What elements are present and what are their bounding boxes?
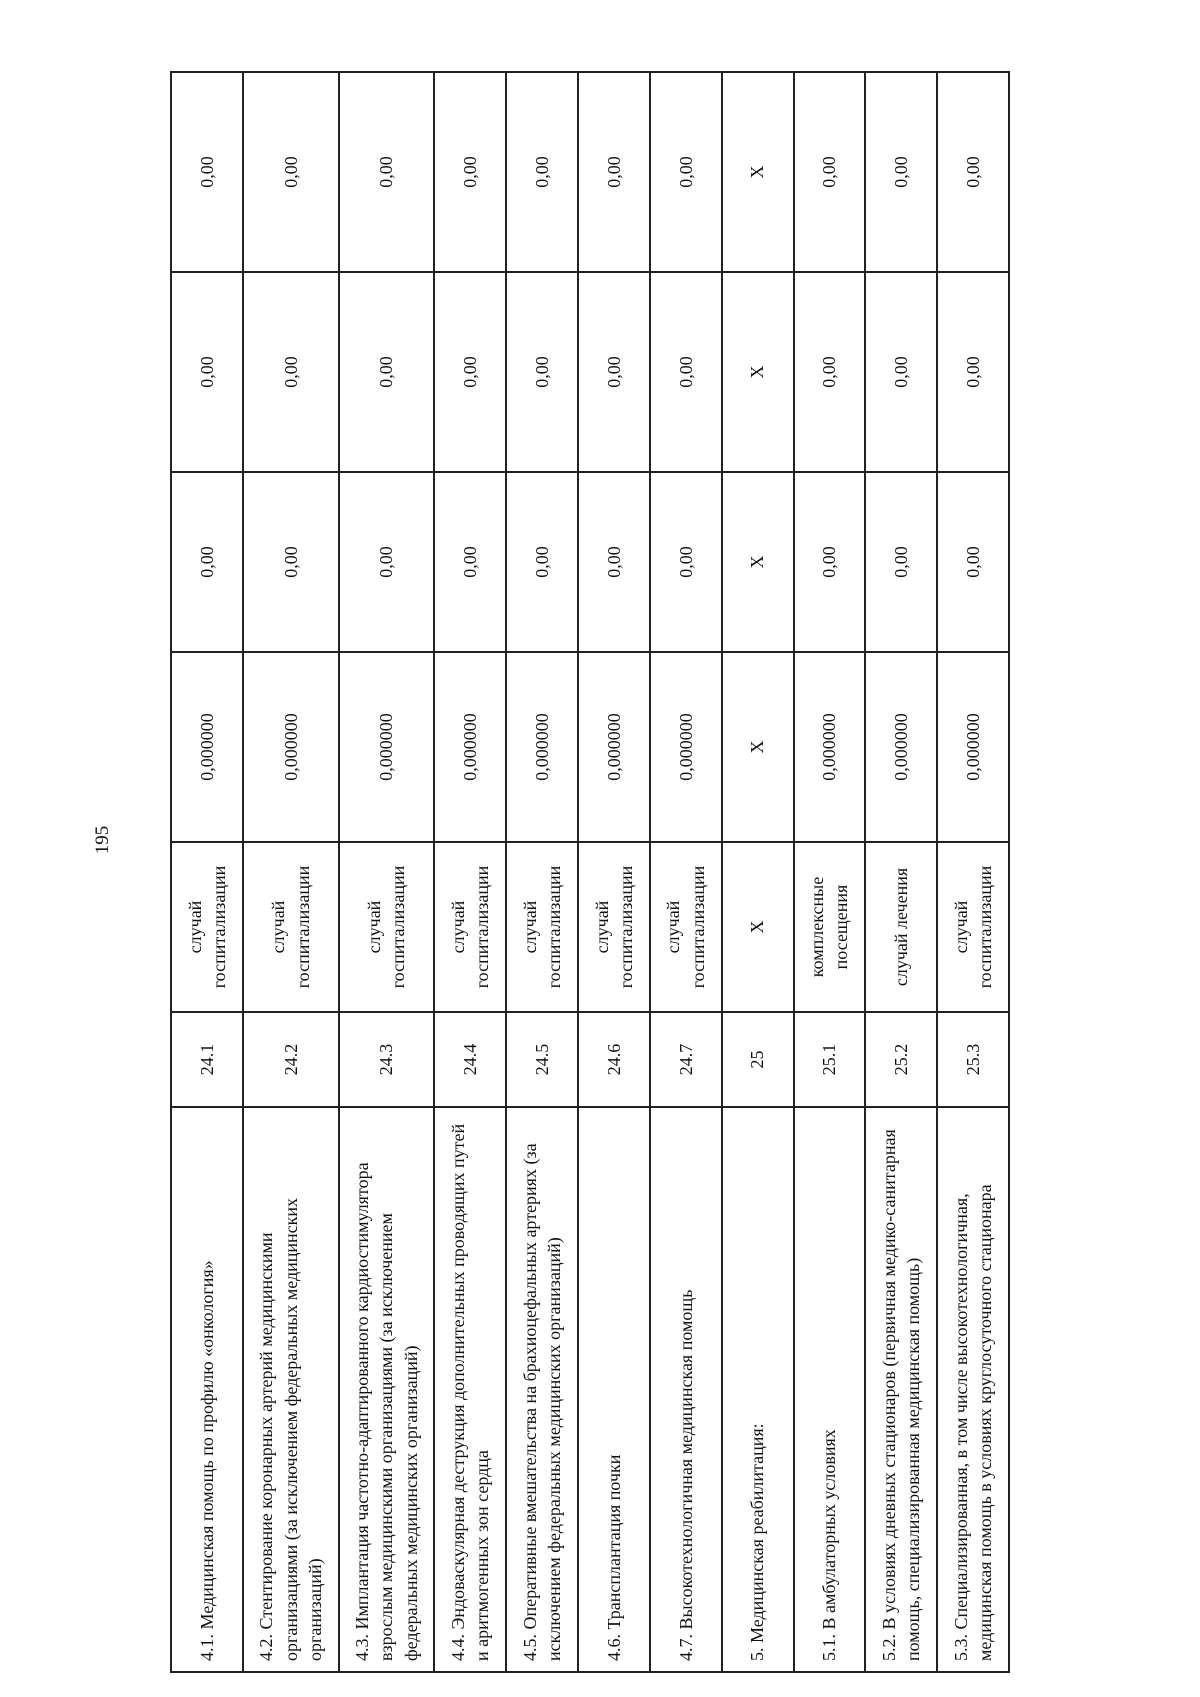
row-code-cell: 24.3 xyxy=(339,1012,435,1107)
row-value-2-cell: Х xyxy=(722,472,794,652)
row-unit-cell: случай госпитализации xyxy=(937,842,1009,1012)
row-value-4-cell: 0,00 xyxy=(506,72,578,272)
row-value-3-cell: 0,00 xyxy=(937,272,1009,472)
row-name-cell: 4.6. Трансплантация почки xyxy=(578,1107,650,1672)
row-value-2-cell: 0,00 xyxy=(578,472,650,652)
table-row xyxy=(171,72,243,1672)
row-value-1-cell: 0,000000 xyxy=(865,652,937,842)
row-unit-cell: случай госпитализации xyxy=(650,842,722,1012)
row-unit-cell: случай госпитализации xyxy=(243,842,339,1012)
row-value-4-cell: 0,00 xyxy=(171,72,243,272)
row-code-cell: 24.1 xyxy=(171,1012,243,1107)
row-value-2-cell: 0,00 xyxy=(243,472,339,652)
row-name-cell: 5. Медицинская реабилитация: xyxy=(722,1107,794,1672)
row-value-1-cell: 0,000000 xyxy=(243,652,339,842)
row-value-1-cell: 0,000000 xyxy=(506,652,578,842)
row-value-3-cell: 0,00 xyxy=(650,272,722,472)
row-name-cell: 4.1. Медицинская помощь по профилю «онкология» xyxy=(171,1107,243,1672)
table-row xyxy=(865,72,937,1672)
row-unit-cell: случай лечения xyxy=(865,842,937,1012)
row-unit-cell: случай госпитализации xyxy=(578,842,650,1012)
row-unit-cell: случай госпитализации xyxy=(434,842,506,1012)
row-value-4-cell: 0,00 xyxy=(578,72,650,272)
row-code-cell: 24.6 xyxy=(578,1012,650,1107)
row-value-3-cell: 0,00 xyxy=(434,272,506,472)
row-value-2-cell: 0,00 xyxy=(506,472,578,652)
row-unit-cell: случай госпитализации xyxy=(506,842,578,1012)
row-value-1-cell: 0,000000 xyxy=(794,652,866,842)
row-value-1-cell: 0,000000 xyxy=(578,652,650,842)
table-row xyxy=(722,72,794,1672)
row-value-4-cell: 0,00 xyxy=(243,72,339,272)
table-row xyxy=(937,72,1009,1672)
row-value-2-cell: 0,00 xyxy=(650,472,722,652)
row-code-cell: 24.2 xyxy=(243,1012,339,1107)
data-table xyxy=(170,71,1010,1673)
table-row xyxy=(650,72,722,1672)
row-value-4-cell: 0,00 xyxy=(937,72,1009,272)
table-body xyxy=(171,72,1009,1672)
row-code-cell: 24.4 xyxy=(434,1012,506,1107)
row-value-4-cell: 0,00 xyxy=(865,72,937,272)
table-row xyxy=(506,72,578,1672)
row-code-cell: 25.3 xyxy=(937,1012,1009,1107)
row-value-1-cell: 0,000000 xyxy=(434,652,506,842)
row-code-cell: 25.2 xyxy=(865,1012,937,1107)
row-code-cell: 24.7 xyxy=(650,1012,722,1107)
row-value-4-cell: 0,00 xyxy=(339,72,435,272)
row-name-cell: 4.3. Имплантация частотно-адаптированного кардиостимулятора взрослым медицинскими организациями (за исключением федеральных медицинских организаций) xyxy=(339,1107,435,1672)
page-number: 195 xyxy=(92,825,113,855)
row-value-3-cell: 0,00 xyxy=(578,272,650,472)
row-value-3-cell: Х xyxy=(722,272,794,472)
row-value-3-cell: 0,00 xyxy=(865,272,937,472)
row-value-2-cell: 0,00 xyxy=(865,472,937,652)
row-code-cell: 25.1 xyxy=(794,1012,866,1107)
row-value-1-cell: 0,000000 xyxy=(171,652,243,842)
row-value-2-cell: 0,00 xyxy=(434,472,506,652)
row-code-cell: 24.5 xyxy=(506,1012,578,1107)
row-value-1-cell: 0,000000 xyxy=(650,652,722,842)
row-name-cell: 5.3. Специализированная, в том числе высокотехнологичная, медицинская помощь в условиях круглосуточного стационара xyxy=(937,1107,1009,1672)
row-code-cell: 25 xyxy=(722,1012,794,1107)
table-row xyxy=(339,72,435,1672)
row-unit-cell: случай госпитализации xyxy=(171,842,243,1012)
row-value-2-cell: 0,00 xyxy=(937,472,1009,652)
row-value-2-cell: 0,00 xyxy=(794,472,866,652)
row-value-1-cell: Х xyxy=(722,652,794,842)
table-row xyxy=(243,72,339,1672)
row-name-cell: 5.2. В условиях дневных стационаров (первичная медико-санитарная помощь, специализированная медицинская помощь) xyxy=(865,1107,937,1672)
row-value-4-cell: 0,00 xyxy=(650,72,722,272)
row-value-4-cell: Х xyxy=(722,72,794,272)
row-value-2-cell: 0,00 xyxy=(171,472,243,652)
table-container xyxy=(170,73,1010,1673)
row-value-4-cell: 0,00 xyxy=(434,72,506,272)
row-value-3-cell: 0,00 xyxy=(339,272,435,472)
row-value-3-cell: 0,00 xyxy=(794,272,866,472)
table-row xyxy=(434,72,506,1672)
table-row xyxy=(578,72,650,1672)
row-unit-cell: комплексные посещения xyxy=(794,842,866,1012)
row-name-cell: 4.4. Эндоваскулярная деструкция дополнительных проводящих путей и аритмогенных зон сердца xyxy=(434,1107,506,1672)
row-value-3-cell: 0,00 xyxy=(243,272,339,472)
row-value-1-cell: 0,000000 xyxy=(937,652,1009,842)
row-value-2-cell: 0,00 xyxy=(339,472,435,652)
row-value-3-cell: 0,00 xyxy=(506,272,578,472)
row-unit-cell: случай госпитализации xyxy=(339,842,435,1012)
row-unit-cell: Х xyxy=(722,842,794,1012)
row-value-3-cell: 0,00 xyxy=(171,272,243,472)
row-name-cell: 5.1. В амбулаторных условиях xyxy=(794,1107,866,1672)
row-value-4-cell: 0,00 xyxy=(794,72,866,272)
table-row xyxy=(794,72,866,1672)
row-name-cell: 4.2. Стентирование коронарных артерий медицинскими организациями (за исключением федеральных медицинских организаций) xyxy=(243,1107,339,1672)
row-value-1-cell: 0,000000 xyxy=(339,652,435,842)
rotated-table-frame xyxy=(170,73,1010,1673)
row-name-cell: 4.7. Высокотехнологичная медицинская помощь xyxy=(650,1107,722,1672)
row-name-cell: 4.5. Оперативные вмешательства на брахиоцефальных артериях (за исключением федеральных медицинских организаций) xyxy=(506,1107,578,1672)
